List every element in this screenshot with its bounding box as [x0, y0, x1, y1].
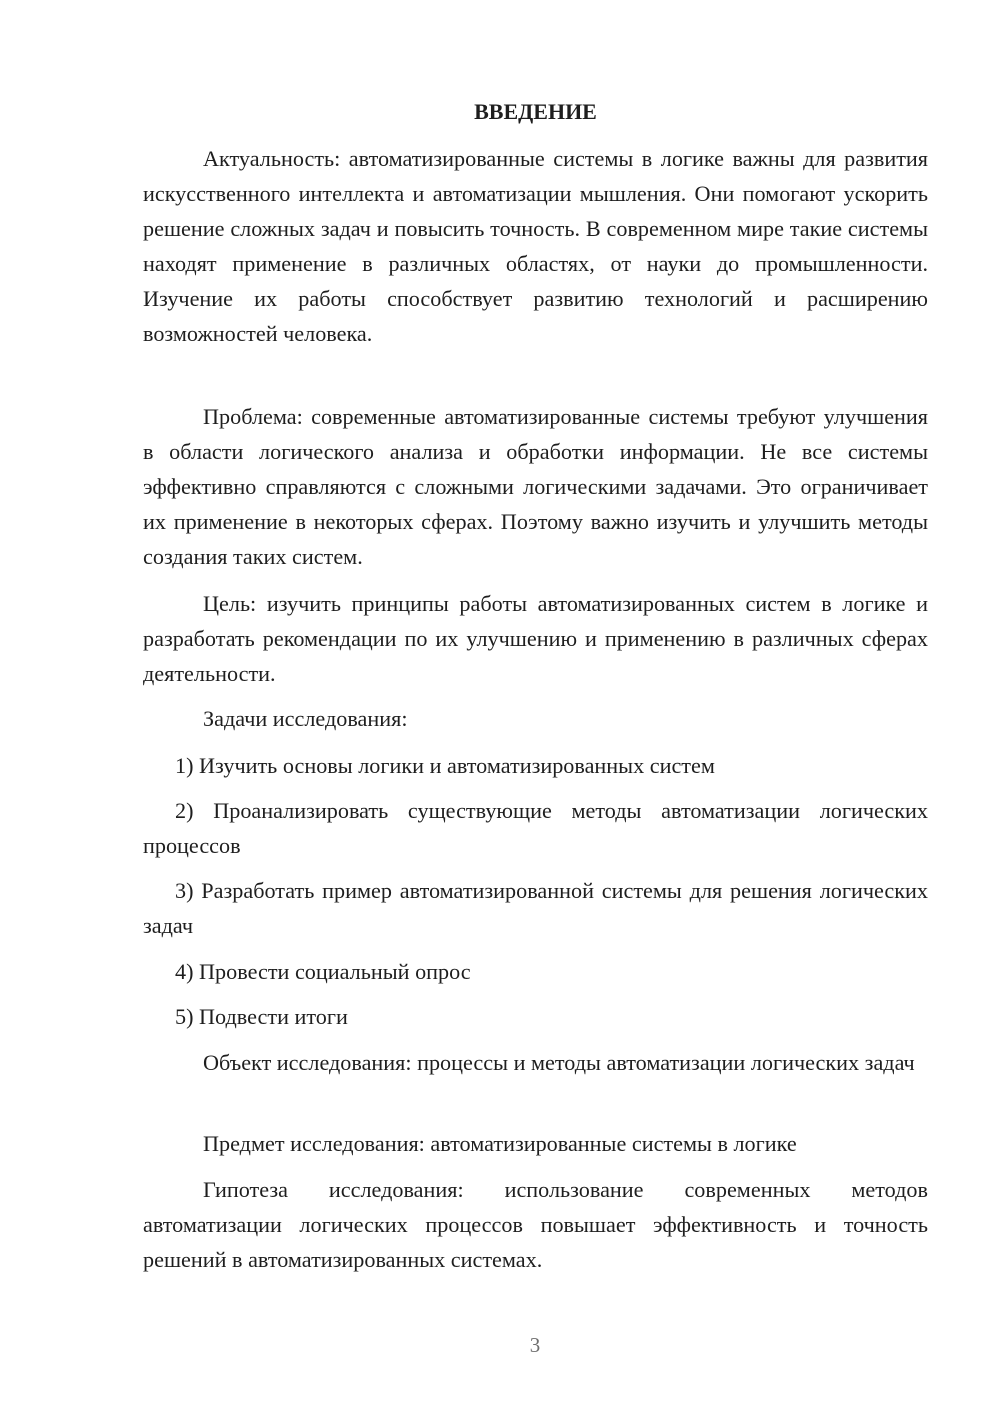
paragraph-goal: Цель: изучить принципы работы автоматизированных систем в логике и разработать рекомендации по их улучшению и применению в различных сферах деятельности. — [143, 591, 928, 686]
tasks-title: Задачи исследования: — [203, 706, 408, 731]
page-number: 3 — [529, 1333, 541, 1357]
paragraph-subject: Предмет исследования: автоматизированные системы в логике — [203, 1131, 797, 1156]
paragraph-hypothesis: Гипотеза исследования: использование современных методов автоматизации логических процессов повышает эффективность и точность решений в автоматизированных системах. — [143, 1177, 928, 1272]
task-item-5: 5) Подвести итоги — [175, 1004, 348, 1029]
paragraph-problem: Проблема: современные автоматизированные системы требуют улучшения в области логического анализа и обработки информации. Не все системы эффективно справляются с сложными логическими задачами. Это ограничивает их применение в некоторых сферах. Поэтому важно изучить и улучшить методы создания таких систем. — [143, 404, 928, 569]
paragraph-object: Объект исследования: процессы и методы автоматизации логических задач — [203, 1050, 915, 1075]
page-title: ВВЕДЕНИЕ — [474, 99, 597, 124]
task-item-3: 3) Разработать пример автоматизированной системы для решения логических задач — [143, 878, 928, 938]
task-item-4: 4) Провести социальный опрос — [175, 959, 471, 984]
paragraph-relevance: Актуальность: автоматизированные системы в логике важны для развития искусственного интеллекта и автоматизации мышления. Они помогают ускорить решение сложных задач и повысить точность. В современном мире такие системы находят применение в различных областях, от науки до промышленности. Изучение их работы способствует развитию технологий и расширению возможностей человека. — [143, 146, 928, 346]
task-item-2: 2) Проанализировать существующие методы автоматизации логических процессов — [143, 798, 928, 858]
task-item-1: 1) Изучить основы логики и автоматизированных систем — [175, 753, 715, 778]
